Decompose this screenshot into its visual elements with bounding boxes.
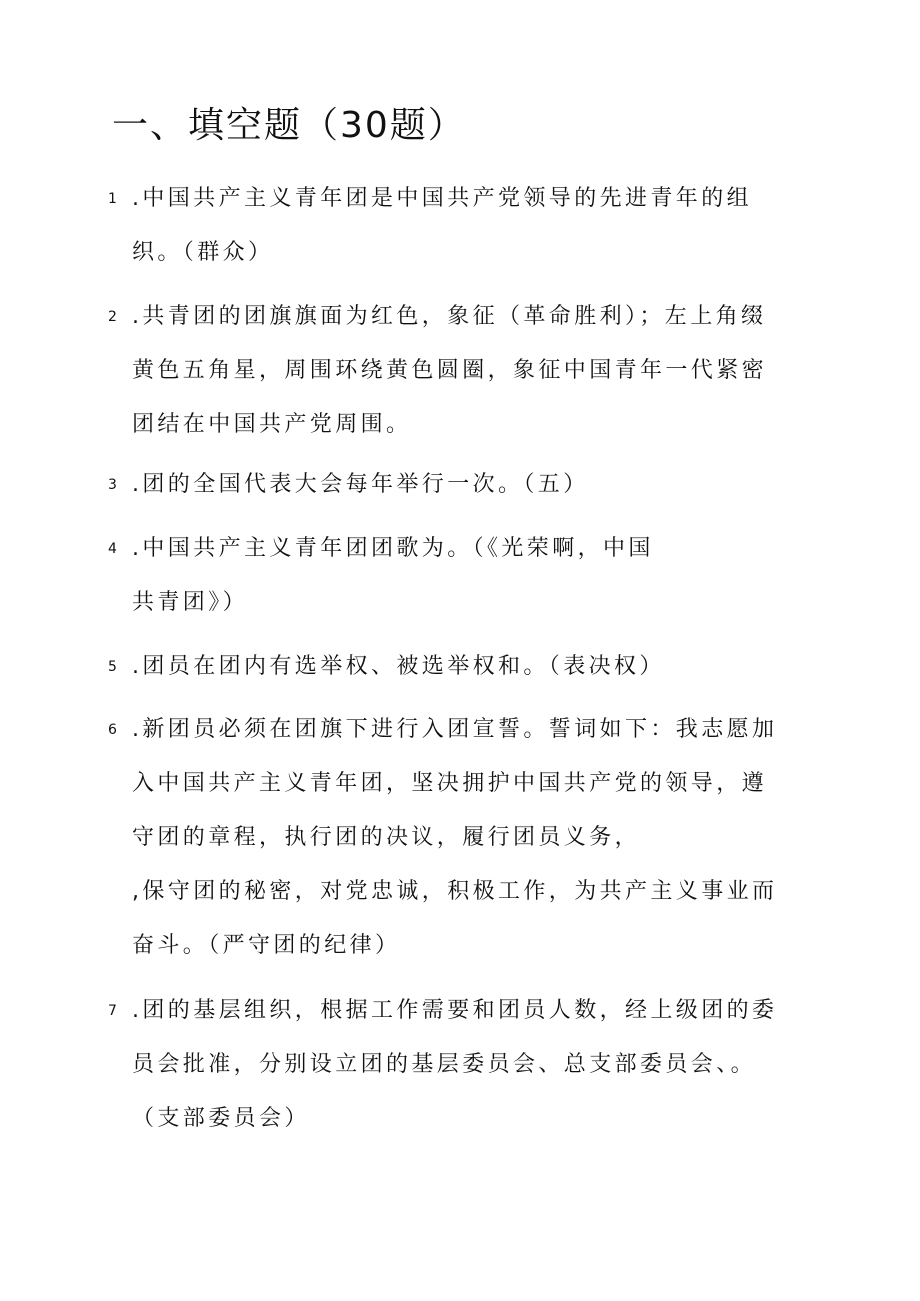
question-line: 奋斗。（严守团的纪律）	[132, 933, 401, 958]
question-number: 1	[108, 191, 117, 207]
question-number: 4	[108, 541, 117, 557]
question-line: .团的全国代表大会每年举行一次。（五）	[132, 472, 589, 497]
question-1	[108, 172, 808, 280]
question-number: 3	[108, 477, 117, 493]
question-3	[108, 458, 808, 512]
question-number: 6	[108, 722, 117, 738]
question-line: .共青团的团旗旗面为红色，象征（革命胜利）；左上角缀	[132, 304, 767, 329]
question-line: ,保守团的秘密，对党忠诚，积极工作，为共产主义事业而	[132, 879, 778, 904]
question-line: 守团的章程，执行团的决议，履行团员义务，	[132, 825, 641, 850]
question-line: .团的基层组织，根据工作需要和团员人数，经上级团的委	[132, 998, 778, 1023]
question-6	[108, 703, 808, 973]
question-5	[108, 640, 808, 694]
question-4	[108, 522, 808, 630]
question-line: .中国共产主义青年团是中国共产党领导的先进青年的组	[132, 186, 752, 211]
question-line: 团结在中国共产党周围。	[132, 412, 412, 437]
section-heading: 一、填空题（30题）	[112, 105, 466, 146]
question-line: .新团员必须在团旗下进行入团宣誓。誓词如下：我志愿加	[132, 717, 778, 742]
question-line: 黄色五角星，周围环绕黄色圆圈，象征中国青年一代紧密	[132, 358, 768, 383]
question-number: 2	[108, 309, 117, 325]
question-7	[108, 984, 808, 1146]
question-line: 共青团》）	[132, 590, 249, 615]
question-line: 入中国共产主义青年团，坚决拥护中国共产党的领导，遵	[132, 771, 768, 796]
question-line: 织。（群众）	[132, 240, 274, 265]
question-line: （支部委员会）	[132, 1106, 310, 1131]
question-number: 7	[108, 1003, 117, 1019]
question-line: .中国共产主义青年团团歌为。（《光荣啊，中国	[132, 536, 654, 561]
question-number: 5	[108, 659, 117, 675]
question-2	[108, 290, 808, 452]
question-line: .团员在团内有选举权、被选举权和。（表决权）	[132, 654, 665, 679]
question-line: 员会批准，分别设立团的基层委员会、总支部委员会、。	[132, 1052, 757, 1077]
